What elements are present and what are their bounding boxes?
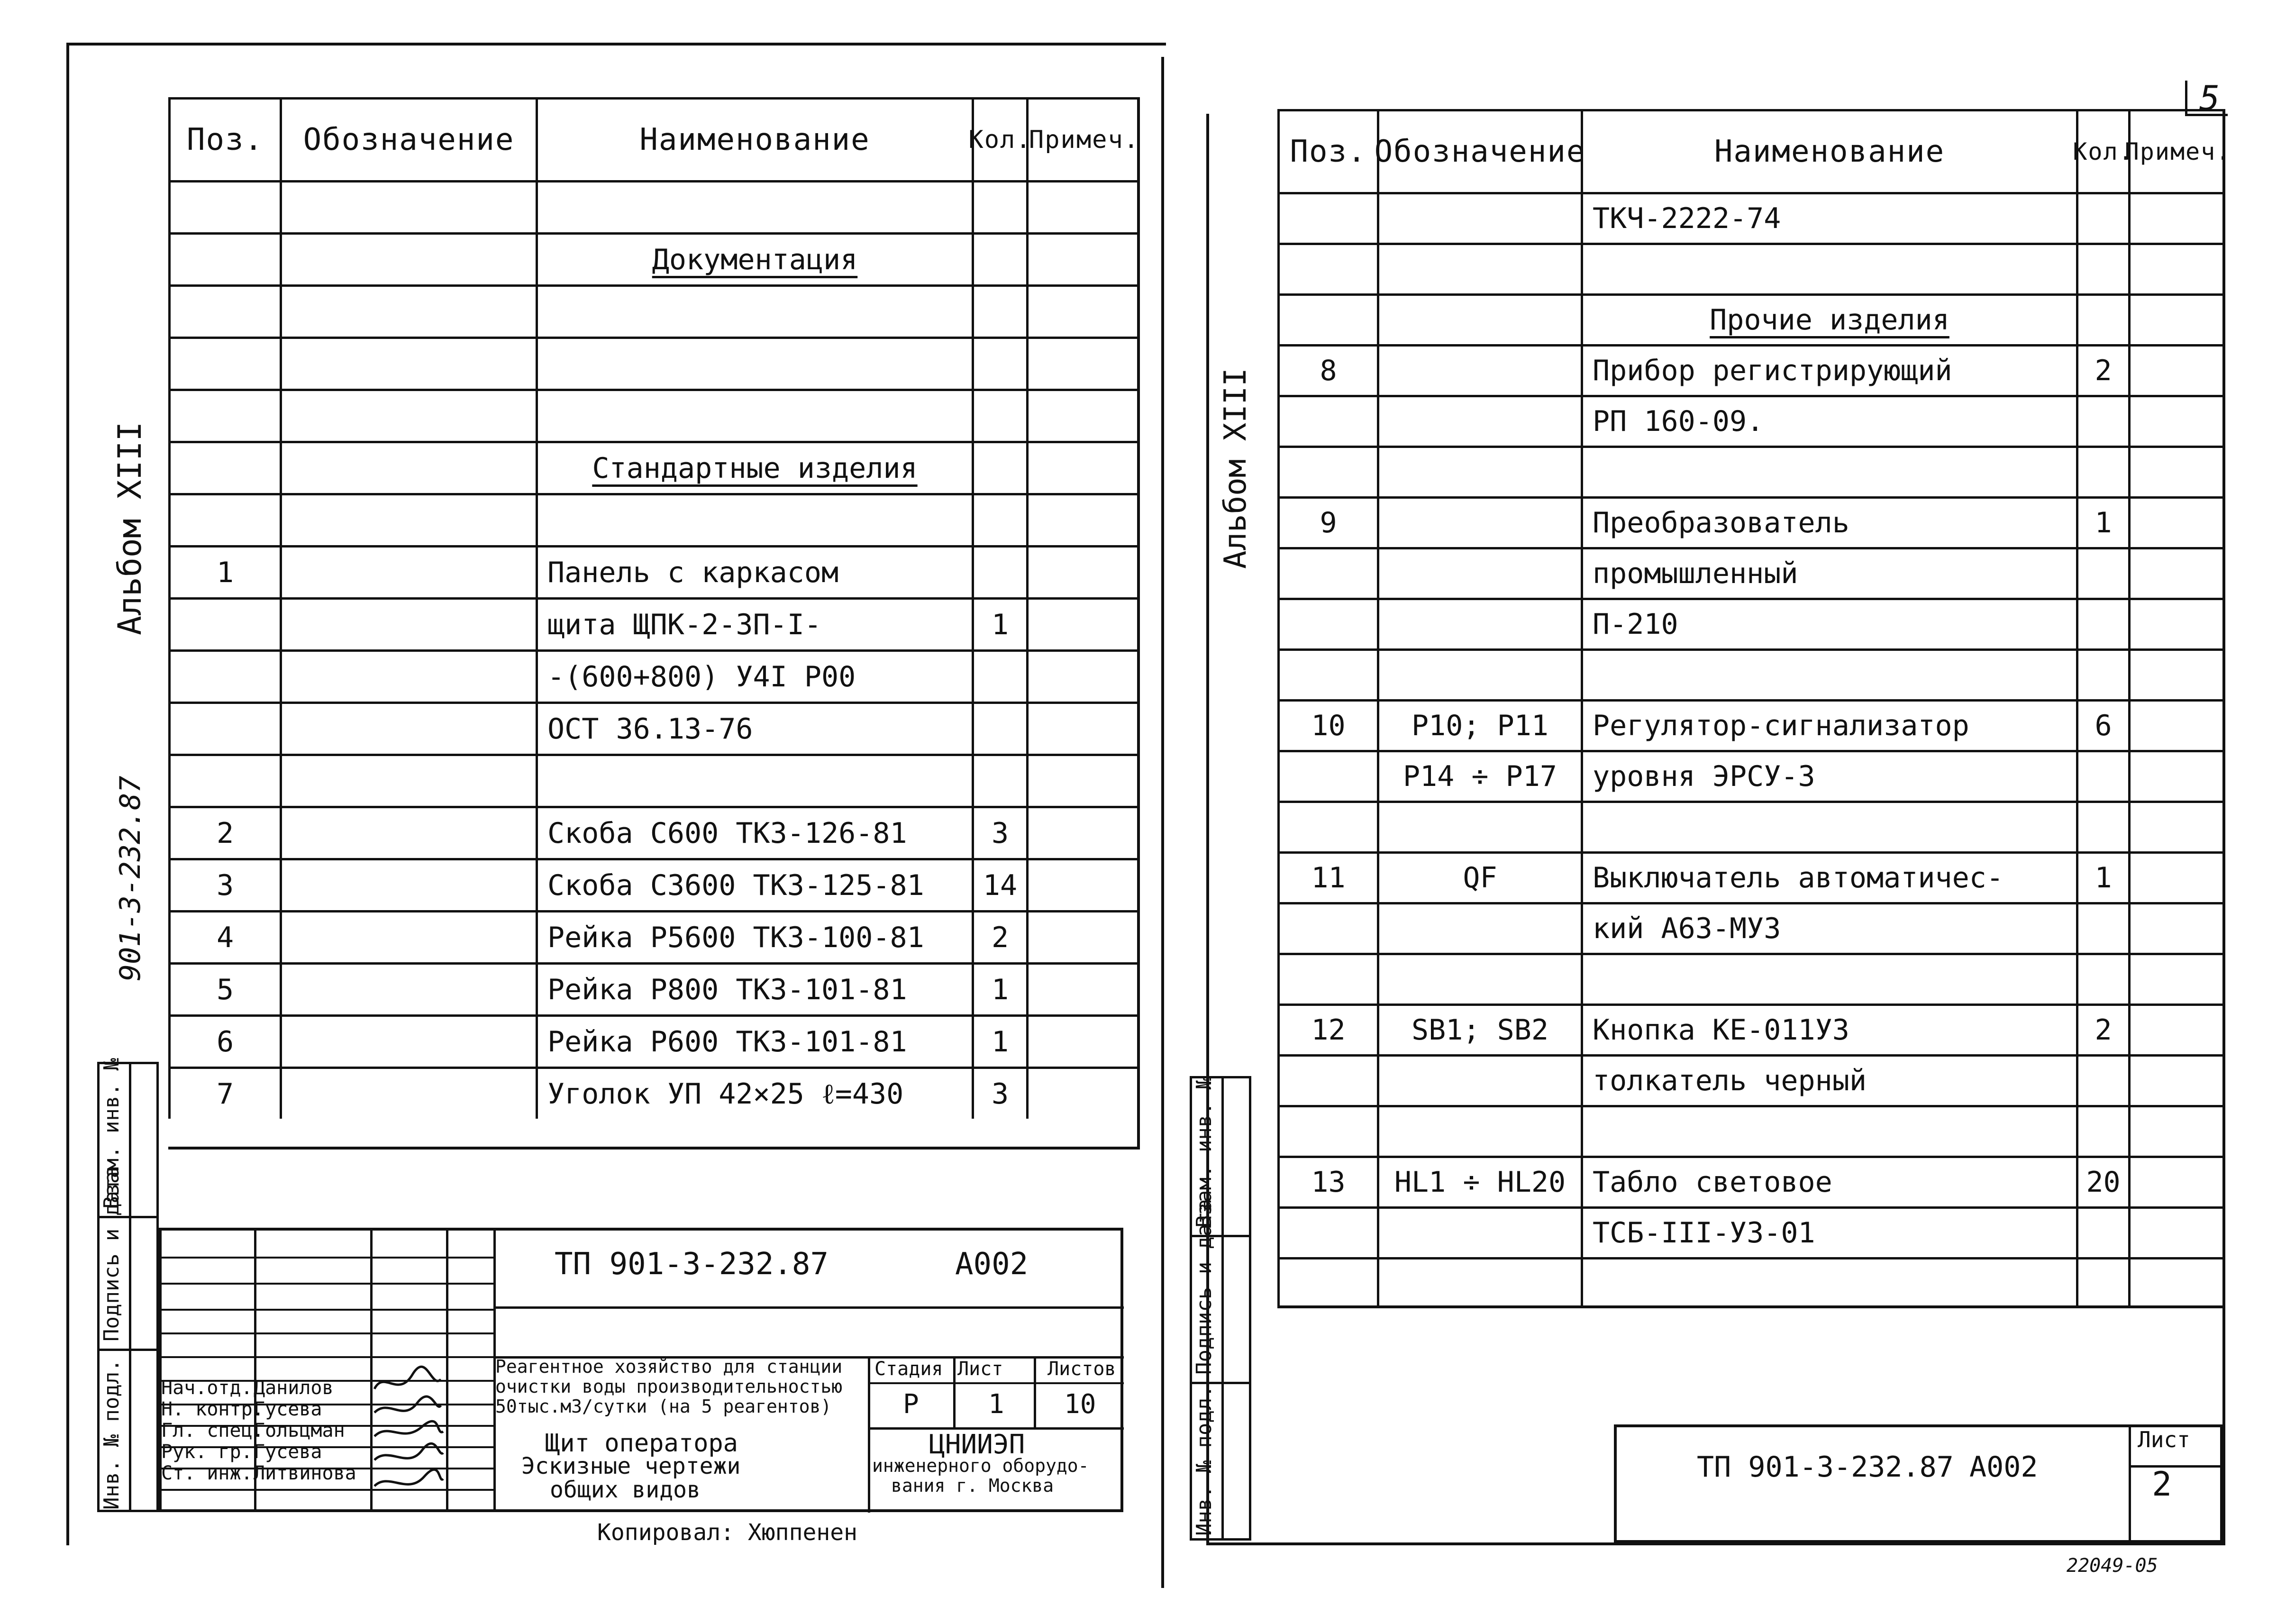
left-row-pos: 7 bbox=[168, 1067, 280, 1119]
left-row-pos bbox=[168, 337, 280, 389]
right-row-pos: 12 bbox=[1277, 1004, 1377, 1054]
right-row-designation bbox=[1377, 446, 1581, 496]
left-row-qty bbox=[972, 284, 1026, 337]
left-row-pos bbox=[168, 232, 280, 284]
right-row-designation bbox=[1377, 801, 1581, 851]
left-row-designation bbox=[280, 962, 536, 1014]
left-row-note bbox=[1026, 232, 1140, 284]
right-row-pos: 13 bbox=[1277, 1156, 1377, 1206]
right-row-pos bbox=[1277, 1206, 1377, 1257]
left-row-qty: 2 bbox=[972, 910, 1026, 962]
right-row-qty: 1 bbox=[2076, 496, 2128, 547]
left-row-designation bbox=[280, 545, 536, 597]
right-row-name: промышленный bbox=[1581, 547, 2076, 598]
right-row-note bbox=[2128, 547, 2225, 598]
left-row-name: -(600+800) У4I Р00 bbox=[536, 649, 972, 702]
left-row-note bbox=[1026, 441, 1140, 493]
right-row-designation bbox=[1377, 243, 1581, 293]
right-row-qty bbox=[2076, 1105, 2128, 1156]
right-row-qty bbox=[2076, 243, 2128, 293]
right-row-qty bbox=[2076, 1206, 2128, 1257]
right-stamp-sign: Подпись и дата bbox=[1192, 1199, 1216, 1375]
right-row-pos bbox=[1277, 1257, 1377, 1308]
left-row-designation bbox=[280, 389, 536, 441]
left-sheets-label: Листов bbox=[1047, 1358, 1116, 1380]
left-row-note bbox=[1026, 389, 1140, 441]
right-row-note bbox=[2128, 1206, 2225, 1257]
left-row-name: Скоба С3600 ТК3-125-81 bbox=[536, 858, 972, 910]
right-row-pos bbox=[1277, 1054, 1377, 1105]
left-stamp-sign: Подпись и дата bbox=[100, 1166, 124, 1341]
left-row-name: Стандартные изделия bbox=[536, 441, 972, 493]
left-row-pos: 1 bbox=[168, 545, 280, 597]
right-row-qty bbox=[2076, 1257, 2128, 1308]
left-row-designation bbox=[280, 858, 536, 910]
left-row-qty bbox=[972, 493, 1026, 545]
left-row-qty bbox=[972, 441, 1026, 493]
right-row-designation bbox=[1377, 395, 1581, 446]
left-row-pos: 6 bbox=[168, 1014, 280, 1067]
right-row-pos: 11 bbox=[1277, 851, 1377, 902]
right-row-name bbox=[1581, 243, 2076, 293]
right-row-name: Прочие изделия bbox=[1581, 293, 2076, 344]
right-row-pos bbox=[1277, 1105, 1377, 1156]
right-hdr-pos: Поз. bbox=[1277, 109, 1377, 192]
left-stage-value: Р bbox=[903, 1389, 919, 1420]
left-row-name: Документация bbox=[536, 232, 972, 284]
left-row-designation bbox=[280, 284, 536, 337]
left-stage-label: Стадия bbox=[874, 1358, 943, 1380]
left-row-qty: 1 bbox=[972, 962, 1026, 1014]
right-row-note bbox=[2128, 395, 2225, 446]
right-row-name: ТСБ-III-У3-01 bbox=[1581, 1206, 2076, 1257]
right-row-pos: 10 bbox=[1277, 699, 1377, 750]
left-doc-code: ТП 901-3-232.87 bbox=[555, 1247, 829, 1282]
left-hdr-pos: Поз. bbox=[168, 97, 280, 180]
right-row-pos bbox=[1277, 953, 1377, 1004]
right-row-qty bbox=[2076, 801, 2128, 851]
right-row-qty bbox=[2076, 902, 2128, 953]
right-row-name: толкатель черный bbox=[1581, 1054, 2076, 1105]
left-row-note bbox=[1026, 649, 1140, 702]
right-row-name bbox=[1581, 801, 2076, 851]
right-row-note bbox=[2128, 1257, 2225, 1308]
right-row-name bbox=[1581, 446, 2076, 496]
right-row-designation bbox=[1377, 496, 1581, 547]
left-row-qty bbox=[972, 649, 1026, 702]
left-row-note bbox=[1026, 1067, 1140, 1119]
left-album-code: 901-3-232.87 bbox=[114, 776, 147, 981]
right-row-note bbox=[2128, 192, 2225, 243]
right-doc-suffix: А002 bbox=[1969, 1451, 2038, 1484]
left-row-pos: 5 bbox=[168, 962, 280, 1014]
right-row-qty: 6 bbox=[2076, 699, 2128, 750]
left-row-qty: 3 bbox=[972, 806, 1026, 858]
right-row-note bbox=[2128, 1105, 2225, 1156]
left-stamp-inv: Инв. № подл. bbox=[100, 1359, 124, 1510]
right-row-pos bbox=[1277, 648, 1377, 699]
left-row-qty bbox=[972, 754, 1026, 806]
left-row-pos bbox=[168, 649, 280, 702]
left-row-name: Уголок УП 42×25 ℓ=430 bbox=[536, 1067, 972, 1119]
right-row-qty bbox=[2076, 750, 2128, 801]
left-row-note bbox=[1026, 1014, 1140, 1067]
right-row-name: Табло световое bbox=[1581, 1156, 2076, 1206]
left-row-qty bbox=[972, 545, 1026, 597]
right-row-pos bbox=[1277, 598, 1377, 648]
right-row-note bbox=[2128, 1054, 2225, 1105]
right-row-note bbox=[2128, 598, 2225, 648]
left-row-designation bbox=[280, 1067, 536, 1119]
left-role-5: Ст. инж. bbox=[161, 1462, 253, 1484]
left-role-1: Нач.отд. bbox=[161, 1377, 253, 1399]
right-row-pos: 9 bbox=[1277, 496, 1377, 547]
left-row-note bbox=[1026, 597, 1140, 649]
left-row-qty bbox=[972, 232, 1026, 284]
left-row-pos bbox=[168, 389, 280, 441]
left-drawing-title-2: Эскизные чертежи bbox=[521, 1453, 741, 1479]
right-row-note bbox=[2128, 851, 2225, 902]
right-hdr-name: Наименование bbox=[1581, 109, 2076, 192]
right-row-name bbox=[1581, 1257, 2076, 1308]
left-row-pos bbox=[168, 702, 280, 754]
right-row-designation bbox=[1377, 1257, 1581, 1308]
right-row-pos bbox=[1277, 902, 1377, 953]
right-row-designation bbox=[1377, 1206, 1581, 1257]
right-row-pos: 8 bbox=[1277, 344, 1377, 395]
left-row-pos: 4 bbox=[168, 910, 280, 962]
left-row-designation bbox=[280, 910, 536, 962]
right-row-note bbox=[2128, 243, 2225, 293]
left-row-name bbox=[536, 284, 972, 337]
left-row-note bbox=[1026, 754, 1140, 806]
left-name-1: Данилов bbox=[254, 1377, 334, 1399]
right-row-name: уровня ЭРСУ-3 bbox=[1581, 750, 2076, 801]
left-row-note bbox=[1026, 337, 1140, 389]
right-row-name bbox=[1581, 953, 2076, 1004]
left-name-4: Гусева bbox=[254, 1441, 322, 1463]
right-row-designation: QF bbox=[1377, 851, 1581, 902]
left-row-pos bbox=[168, 180, 280, 232]
left-name-5: Литвинова bbox=[254, 1462, 356, 1484]
left-role-2: Н. контр. bbox=[161, 1398, 264, 1420]
right-row-name bbox=[1581, 648, 2076, 699]
right-row-qty: 20 bbox=[2076, 1156, 2128, 1206]
left-row-note bbox=[1026, 284, 1140, 337]
right-row-qty: 2 bbox=[2076, 344, 2128, 395]
left-row-qty: 3 bbox=[972, 1067, 1026, 1119]
left-row-qty bbox=[972, 389, 1026, 441]
right-row-qty bbox=[2076, 648, 2128, 699]
left-row-note bbox=[1026, 962, 1140, 1014]
left-row-pos bbox=[168, 284, 280, 337]
left-org-2: инженерного оборудо- bbox=[872, 1455, 1089, 1476]
right-row-qty: 2 bbox=[2076, 1004, 2128, 1054]
left-row-designation bbox=[280, 232, 536, 284]
right-row-note bbox=[2128, 750, 2225, 801]
right-row-designation bbox=[1377, 648, 1581, 699]
left-row-designation bbox=[280, 493, 536, 545]
left-row-name: Рейка Р5600 ТК3-100-81 bbox=[536, 910, 972, 962]
right-row-designation bbox=[1377, 344, 1581, 395]
right-row-note bbox=[2128, 1156, 2225, 1206]
left-hdr-note: Примеч. bbox=[1026, 97, 1140, 180]
right-title-block bbox=[1614, 1424, 2223, 1543]
right-row-designation bbox=[1377, 293, 1581, 344]
right-row-qty bbox=[2076, 953, 2128, 1004]
left-row-note bbox=[1026, 806, 1140, 858]
right-row-name: РП 160-09. bbox=[1581, 395, 2076, 446]
left-row-name: щита ЩПК-2-3П-I- bbox=[536, 597, 972, 649]
right-stamp-inv: Инв. № подл. bbox=[1192, 1385, 1216, 1536]
left-row-pos bbox=[168, 597, 280, 649]
right-stamp-replace: Взам. инв. № bbox=[1192, 1077, 1216, 1228]
left-row-qty bbox=[972, 180, 1026, 232]
right-row-name: кий А63-МУ3 bbox=[1581, 902, 2076, 953]
right-row-note bbox=[2128, 801, 2225, 851]
left-row-note bbox=[1026, 493, 1140, 545]
left-row-name: ОСТ 36.13-76 bbox=[536, 702, 972, 754]
left-drawing-title-3: общих видов bbox=[550, 1477, 701, 1503]
right-row-note bbox=[2128, 902, 2225, 953]
right-row-qty bbox=[2076, 192, 2128, 243]
left-row-designation bbox=[280, 754, 536, 806]
left-row-name: Рейка Р800 ТК3-101-81 bbox=[536, 962, 972, 1014]
right-row-note bbox=[2128, 648, 2225, 699]
right-page-number: 5 bbox=[2199, 78, 2220, 118]
left-role-4: Рук. гр. bbox=[161, 1441, 253, 1463]
right-row-pos bbox=[1277, 395, 1377, 446]
right-row-note bbox=[2128, 293, 2225, 344]
left-stamp-replace: Взам. инв. № bbox=[100, 1058, 124, 1209]
right-row-qty bbox=[2076, 293, 2128, 344]
right-doc-code: ТП 901-3-232.87 bbox=[1697, 1451, 1954, 1484]
right-row-qty bbox=[2076, 547, 2128, 598]
left-row-note bbox=[1026, 910, 1140, 962]
right-album-label: Альбом XIII bbox=[1218, 368, 1253, 569]
right-row-designation bbox=[1377, 953, 1581, 1004]
left-row-designation bbox=[280, 702, 536, 754]
left-row-pos bbox=[168, 441, 280, 493]
right-row-pos bbox=[1277, 446, 1377, 496]
left-row-pos bbox=[168, 493, 280, 545]
left-row-note bbox=[1026, 858, 1140, 910]
right-row-pos bbox=[1277, 547, 1377, 598]
left-row-name bbox=[536, 180, 972, 232]
left-hdr-qty: Кол. bbox=[972, 97, 1026, 180]
left-drawing-title-1: Щит оператора bbox=[545, 1429, 738, 1458]
left-row-name bbox=[536, 337, 972, 389]
left-name-2: Гусева bbox=[254, 1398, 322, 1420]
right-hdr-qty: Кол. bbox=[2076, 109, 2128, 192]
right-row-designation bbox=[1377, 192, 1581, 243]
left-sheet-label: Лист bbox=[957, 1358, 1003, 1380]
right-row-name: Кнопка КЕ-011У3 bbox=[1581, 1004, 2076, 1054]
left-row-designation bbox=[280, 337, 536, 389]
right-row-qty: 1 bbox=[2076, 851, 2128, 902]
left-row-designation bbox=[280, 806, 536, 858]
right-footer-code: 22049-05 bbox=[2067, 1555, 2158, 1577]
left-org-1: ЦНИИЭП bbox=[929, 1429, 1025, 1460]
left-row-qty: 14 bbox=[972, 858, 1026, 910]
left-row-designation bbox=[280, 649, 536, 702]
left-name-3: Гольцман bbox=[254, 1420, 345, 1442]
right-row-pos bbox=[1277, 243, 1377, 293]
right-hdr-designation: Обозначение bbox=[1377, 109, 1581, 192]
right-row-designation bbox=[1377, 598, 1581, 648]
right-row-pos bbox=[1277, 801, 1377, 851]
right-row-designation bbox=[1377, 1054, 1581, 1105]
left-row-name bbox=[536, 754, 972, 806]
right-row-note bbox=[2128, 1004, 2225, 1054]
right-row-name: Выключатель автоматичес- bbox=[1581, 851, 2076, 902]
right-row-designation: Р10; Р11 bbox=[1377, 699, 1581, 750]
right-row-qty bbox=[2076, 446, 2128, 496]
left-row-qty bbox=[972, 702, 1026, 754]
left-row-note bbox=[1026, 180, 1140, 232]
right-row-designation bbox=[1377, 1105, 1581, 1156]
left-object-title: Реагентное хозяйство для станции очистки воды производительностью 50тыс.м3/сутки (на 5 реагентов) bbox=[495, 1356, 843, 1417]
left-signatures bbox=[370, 1360, 446, 1507]
left-row-name: Скоба С600 ТК3-126-81 bbox=[536, 806, 972, 858]
left-row-name bbox=[536, 493, 972, 545]
left-row-note bbox=[1026, 702, 1140, 754]
right-sheet-value: 2 bbox=[2152, 1465, 2172, 1504]
right-row-pos bbox=[1277, 192, 1377, 243]
right-row-name: ТКЧ-2222-74 bbox=[1581, 192, 2076, 243]
right-row-designation: HL1 ÷ HL20 bbox=[1377, 1156, 1581, 1206]
left-doc-suffix: А002 bbox=[955, 1247, 1029, 1282]
left-sheet-value: 1 bbox=[988, 1389, 1004, 1420]
left-sheets-value: 10 bbox=[1064, 1389, 1096, 1420]
left-role-3: Гл. спец. bbox=[161, 1420, 264, 1442]
left-row-qty: 1 bbox=[972, 1014, 1026, 1067]
right-row-name: Преобразователь bbox=[1581, 496, 2076, 547]
right-row-note bbox=[2128, 699, 2225, 750]
left-row-pos: 3 bbox=[168, 858, 280, 910]
right-row-designation: Р14 ÷ Р17 bbox=[1377, 750, 1581, 801]
right-row-name bbox=[1581, 1105, 2076, 1156]
right-row-note bbox=[2128, 496, 2225, 547]
left-sheet-border-right bbox=[1161, 57, 1164, 1588]
right-row-pos bbox=[1277, 750, 1377, 801]
left-row-designation bbox=[280, 597, 536, 649]
right-hdr-note: Примеч. bbox=[2128, 109, 2225, 192]
right-row-pos bbox=[1277, 293, 1377, 344]
left-row-name: Рейка Р600 ТК3-101-81 bbox=[536, 1014, 972, 1067]
right-row-qty bbox=[2076, 1054, 2128, 1105]
left-copied-by: Копировал: Хюппенен bbox=[597, 1519, 858, 1546]
right-row-name: Регулятор-сигнализатор bbox=[1581, 699, 2076, 750]
right-row-designation: SB1; SB2 bbox=[1377, 1004, 1581, 1054]
left-row-designation bbox=[280, 180, 536, 232]
right-row-name: П-210 bbox=[1581, 598, 2076, 648]
right-row-note bbox=[2128, 344, 2225, 395]
left-row-qty bbox=[972, 337, 1026, 389]
left-hdr-designation: Обозначение bbox=[280, 97, 536, 180]
left-hdr-name: Наименование bbox=[536, 97, 972, 180]
left-album-label: Альбом XIII bbox=[111, 421, 149, 635]
right-row-designation bbox=[1377, 547, 1581, 598]
left-row-designation bbox=[280, 441, 536, 493]
left-row-name bbox=[536, 389, 972, 441]
left-row-note bbox=[1026, 545, 1140, 597]
right-row-note bbox=[2128, 446, 2225, 496]
right-row-designation bbox=[1377, 902, 1581, 953]
left-row-pos: 2 bbox=[168, 806, 280, 858]
right-row-name: Прибор регистрирующий bbox=[1581, 344, 2076, 395]
right-row-qty bbox=[2076, 395, 2128, 446]
right-row-qty bbox=[2076, 598, 2128, 648]
left-org-3: вания г. Москва bbox=[891, 1475, 1054, 1496]
right-sheet-label: Лист bbox=[2138, 1427, 2190, 1452]
left-row-pos bbox=[168, 754, 280, 806]
left-row-designation bbox=[280, 1014, 536, 1067]
left-row-name: Панель с каркасом bbox=[536, 545, 972, 597]
right-row-note bbox=[2128, 953, 2225, 1004]
left-row-qty: 1 bbox=[972, 597, 1026, 649]
